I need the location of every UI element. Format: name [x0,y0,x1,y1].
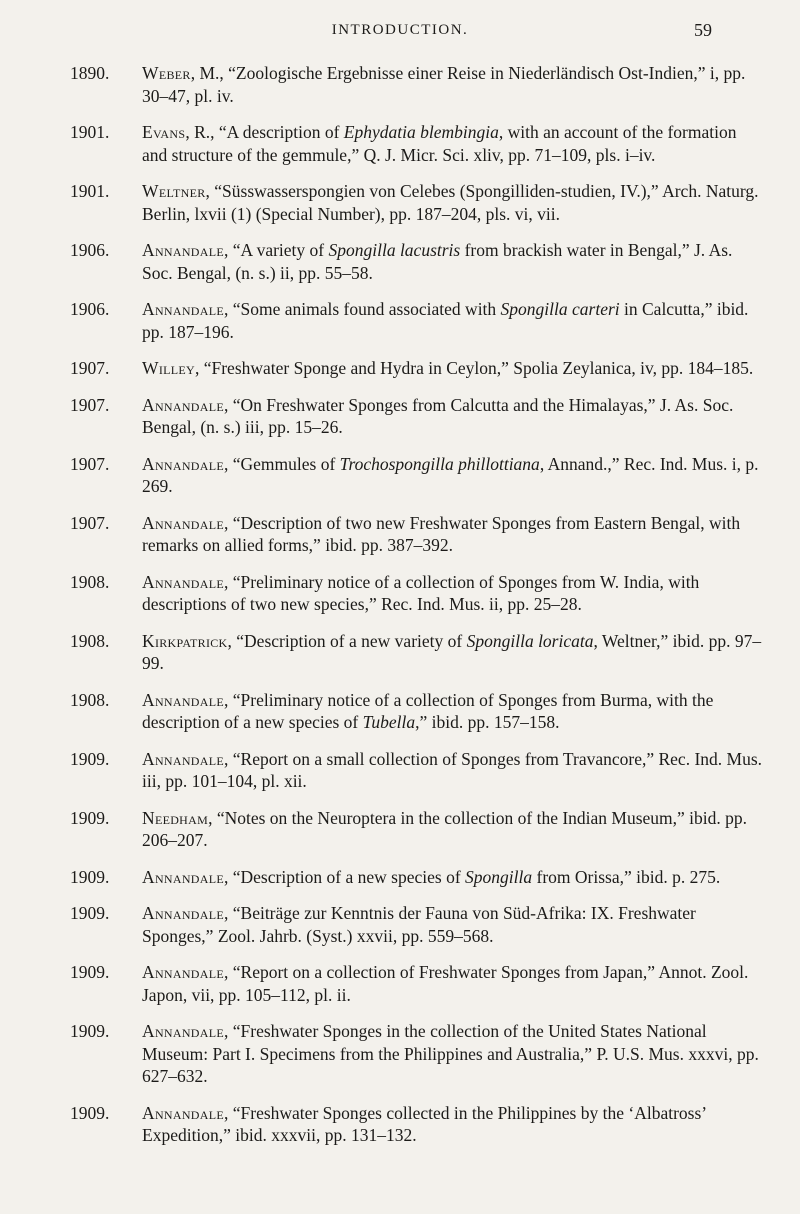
reference-text: , “A variety of [224,240,329,260]
reference-entry [70,1102,762,1147]
reference-entry [70,394,762,439]
reference-text: , “Report on a small collection of Sponges from Travancore,” Rec. Ind. Mus. iii, pp. 101–104, pl. xii. [142,748,763,791]
reference-year: 1909. [70,1102,110,1123]
reference-species-name: Trochospongilla phillottiana [339,453,540,474]
reference-text: , “Süsswasserspongien von Celebes (Spongilliden-studien, IV.),” Arch. Naturg. Berlin, lxvii (1) (Special Number), pp. 187–204, pls. vi, vii. [142,181,759,224]
reference-entry [70,357,762,380]
reference-text: , “Freshwater Sponges collected in the Philippines by the ‘Albatross’ Expedition,” ibid. xxxvii, pp. 131–132. [142,1102,706,1145]
reference-year: 1908. [70,630,110,651]
reference-entry [70,961,762,1006]
reference-text: , “Description of a new variety of [227,630,467,651]
reference-entry [70,512,762,557]
page-header [0,20,800,44]
reference-text-continued: ,” ibid. pp. 157–158. [415,712,560,732]
reference-year: 1890. [70,63,110,83]
reference-text: , “Preliminary notice of a collection of Sponges from Burma, with the description of a new species of [142,689,714,732]
reference-text-continued: , Weltner,” ibid. pp. 97–99. [142,630,762,673]
running-title: INTRODUCTION. [331,22,469,38]
reference-text-continued: in Calcutta,” ibid. pp. 187–196. [142,299,749,342]
reference-author: Annandale [142,1102,224,1123]
reference-text-continued: from Orissa,” ibid. p. 275. [532,866,721,887]
reference-entry [70,689,762,734]
reference-year: 1901. [70,181,110,201]
reference-year: 1907. [70,394,110,415]
reference-year: 1909. [70,748,110,769]
reference-year: 1909. [70,807,110,828]
reference-entry [70,121,762,166]
reference-year: 1907. [70,453,110,474]
reference-author: Willey [142,358,195,378]
reference-entry [70,630,762,675]
page-number: 59 [694,20,712,40]
reference-text: , “Freshwater Sponges in the collection of the United States National Museum: Part I. Specimens from the Philippines and Australia,” P. U.S. Mus. xxxvi, pp. 627–632. [142,1021,759,1086]
reference-entry [70,239,762,284]
reference-year: 1907. [70,358,110,378]
reference-author: Annandale [142,394,224,415]
reference-year: 1908. [70,571,110,592]
reference-entry [70,62,762,107]
reference-author: Annandale [142,453,224,474]
reference-text: , “Preliminary notice of a collection of Sponges from W. India, with descriptions of two new species,” Rec. Ind. Mus. ii, pp. 25–28. [142,571,700,614]
reference-text: , “Some animals found associated with [224,299,501,319]
reference-author: Annandale [142,748,224,769]
reference-year: 1901. [70,122,110,142]
reference-text: , “Notes on the Neuroptera in the collection of the Indian Museum,” ibid. pp. 206–207. [142,807,748,850]
reference-text: , “Report on a collection of Freshwater Sponges from Japan,” Annot. Zool. Japon, vii, pp. 105–112, pl. ii. [142,962,749,1005]
reference-text: , R., “A description of [185,122,344,142]
reference-author: Needham [142,807,209,828]
reference-text: , “Description of two new Freshwater Sponges from Eastern Bengal, with remarks on allied forms,” ibid. pp. 387–392. [142,512,741,555]
reference-year: 1909. [70,1021,110,1041]
reference-year: 1909. [70,866,110,887]
reference-author: Annandale [142,299,224,319]
reference-entry [70,902,762,947]
reference-text: , “Beiträge zur Kenntnis der Fauna von Süd-Afrika: IX. Freshwater Sponges,” Zool. Jahrb. (Syst.) xxvii, pp. 559–568. [142,903,696,946]
reference-text-continued: , Annand.,” Rec. Ind. Mus. i, p. 269. [142,453,759,496]
reference-text: , “Freshwater Sponge and Hydra in Ceylon,” Spolia Zeylanica, iv, pp. 184–185. [194,358,754,378]
reference-author: Kirkpatrick [142,630,228,651]
reference-species-name: Tubella [362,712,416,732]
reference-year: 1908. [70,689,110,710]
reference-species-name: Spongilla lacustris [328,240,461,260]
reference-entry [70,1020,762,1088]
reference-text-continued: , with an account of the formation and structure of the gemmule,” Q. J. Micr. Sci. xliv, pp. 71–109, pls. i–iv. [142,122,737,165]
reference-year: 1909. [70,903,110,923]
reference-species-name: Ephydatia blembingia [343,122,499,142]
reference-list [70,62,762,1161]
reference-year: 1906. [70,299,110,319]
reference-entry [70,453,762,498]
reference-entry [70,748,762,793]
reference-text: , “Gemmules of [224,453,340,474]
reference-author: Annandale [142,512,224,533]
reference-author: Annandale [142,1021,224,1041]
reference-year: 1906. [70,240,110,260]
reference-author: Annandale [142,571,224,592]
reference-author: Annandale [142,962,224,982]
reference-text: , M., “Zoologische Ergebnisse einer Reise in Niederländisch Ost-Indien,” i, pp. 30–47, pl. iv. [142,63,746,106]
reference-entry [70,298,762,343]
reference-author: Annandale [142,903,224,923]
reference-entry [70,571,762,616]
reference-entry [70,807,762,852]
reference-year: 1909. [70,962,110,982]
reference-species-name: Spongilla carteri [500,299,620,319]
reference-text: , “On Freshwater Sponges from Calcutta and the Himalayas,” J. As. Soc. Bengal, (n. s.) iii, pp. 15–26. [142,394,734,437]
reference-author: Annandale [142,866,224,887]
reference-author: Weber [142,63,191,83]
reference-author: Annandale [142,240,224,260]
reference-author: Annandale [142,689,224,710]
reference-author: Evans [142,122,186,142]
reference-species-name: Spongilla loricata [466,630,594,651]
reference-year: 1907. [70,512,110,533]
reference-species-name: Spongilla [465,866,533,887]
reference-text-continued: from brackish water in Bengal,” J. As. Soc. Bengal, (n. s.) ii, pp. 55–58. [142,240,733,283]
reference-entry [70,180,762,225]
reference-entry [70,866,762,889]
reference-text: , “Description of a new species of [224,866,466,887]
reference-author: Weltner [142,181,206,201]
